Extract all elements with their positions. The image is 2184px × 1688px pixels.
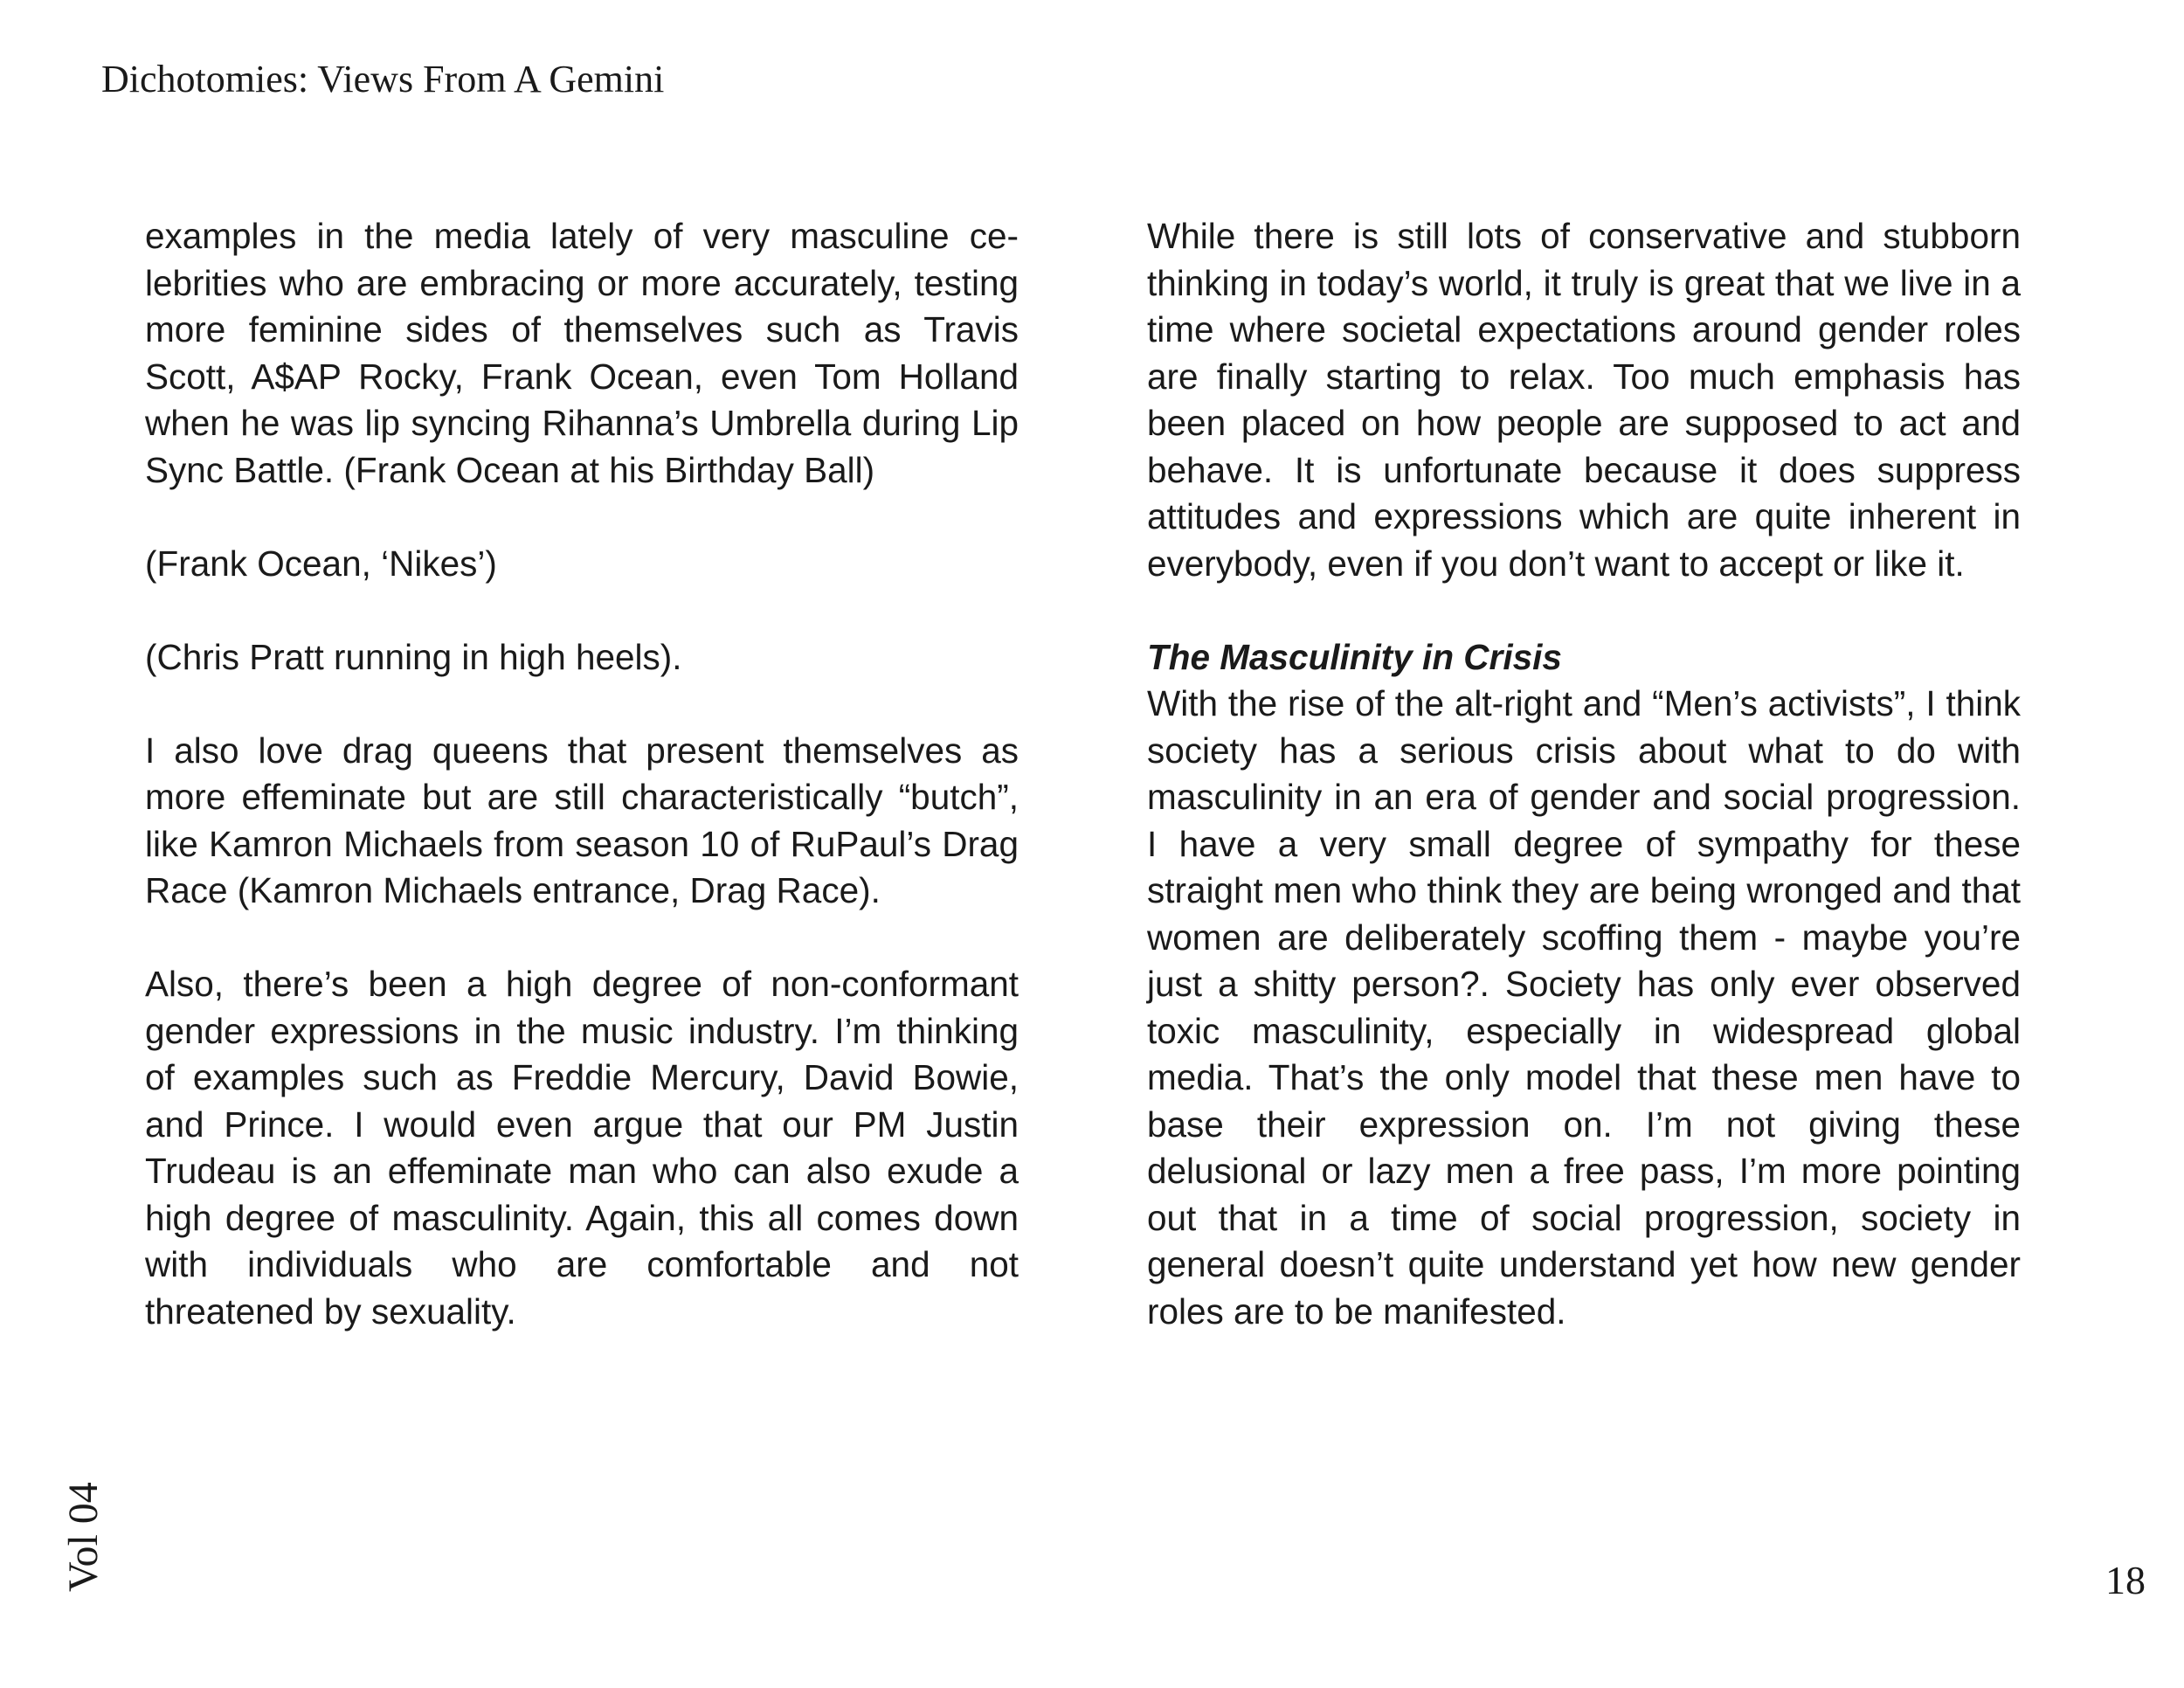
section-heading: The Masculinity in Crisis <box>1147 636 1562 677</box>
body-paragraph: While there is still lots of conservative and stubborn thinking in today’s world, it truly is great that we live in a time where societal expectations around gender roles are finally starting to relax. Too much emphasis has been placed on how people are supposed to act and behave. It is unfortunate because it does suppress attitudes and expressions which are quite inherent in everybody, even if you don’t want to accept or like it. <box>1147 216 2021 584</box>
volume-label: Vol 04 <box>60 1482 107 1592</box>
right-text-column <box>1147 213 2021 1335</box>
left-text-column <box>145 213 1019 1335</box>
body-paragraph: With the rise of the alt-right and “Men’s activists”, I think society has a serious crisis about what to do with masculinity in an era of gender and social progression. I have a very small degree of sympathy for these straight men who think they are being wronged and that women are deliberately scoffing them - maybe you’re just a shitty person?. Society has only ever observed toxic masculinity, especially in widespread global media. That’s the only model that these men have to base their expression on. I’m not giving these delusional or lazy men a free pass, I’m more pointing out that in a time of social progression, society in general doesn’t quite understand yet how new gender roles are to be manifested. <box>1147 683 2021 1332</box>
body-paragraph: examples in the media lately of very masculine celebrities who are embracing or more accurately, testing more feminine sides of themselves such as Travis Scott, A$AP Rocky, Frank Ocean, even Tom Holland when he was lip syncing Rihanna’s Umbrella during Lip Sync Battle. (Frank Ocean at his Birthday Ball) <box>145 216 1019 490</box>
body-paragraph: I also love drag queens that present themselves as more effeminate but are still characteristically “butch”, like Kamron Michaels from season 10 of RuPaul’s Drag Race (Kamron Michaels entrance, Drag Race). <box>145 730 1019 910</box>
body-paragraph: (Frank Ocean, ‘Nikes’) <box>145 543 497 584</box>
body-paragraph: (Chris Pratt running in high heels). <box>145 636 682 677</box>
body-paragraph: Also, there’s been a high degree of non-conformant gender expressions in the music industry. I’m thinking of examples such as Freddie Mercury, David Bowie, and Prince. I would even argue that our PM Justin Trudeau is an effeminate man who can also exude a high degree of masculinity. Again, this all comes down with individuals who are comfortable and not threatened by sexuality. <box>145 964 1019 1332</box>
running-head-title: Dichotomies: Views From A Gemini <box>101 58 665 100</box>
page-number: 18 <box>2105 1558 2146 1602</box>
